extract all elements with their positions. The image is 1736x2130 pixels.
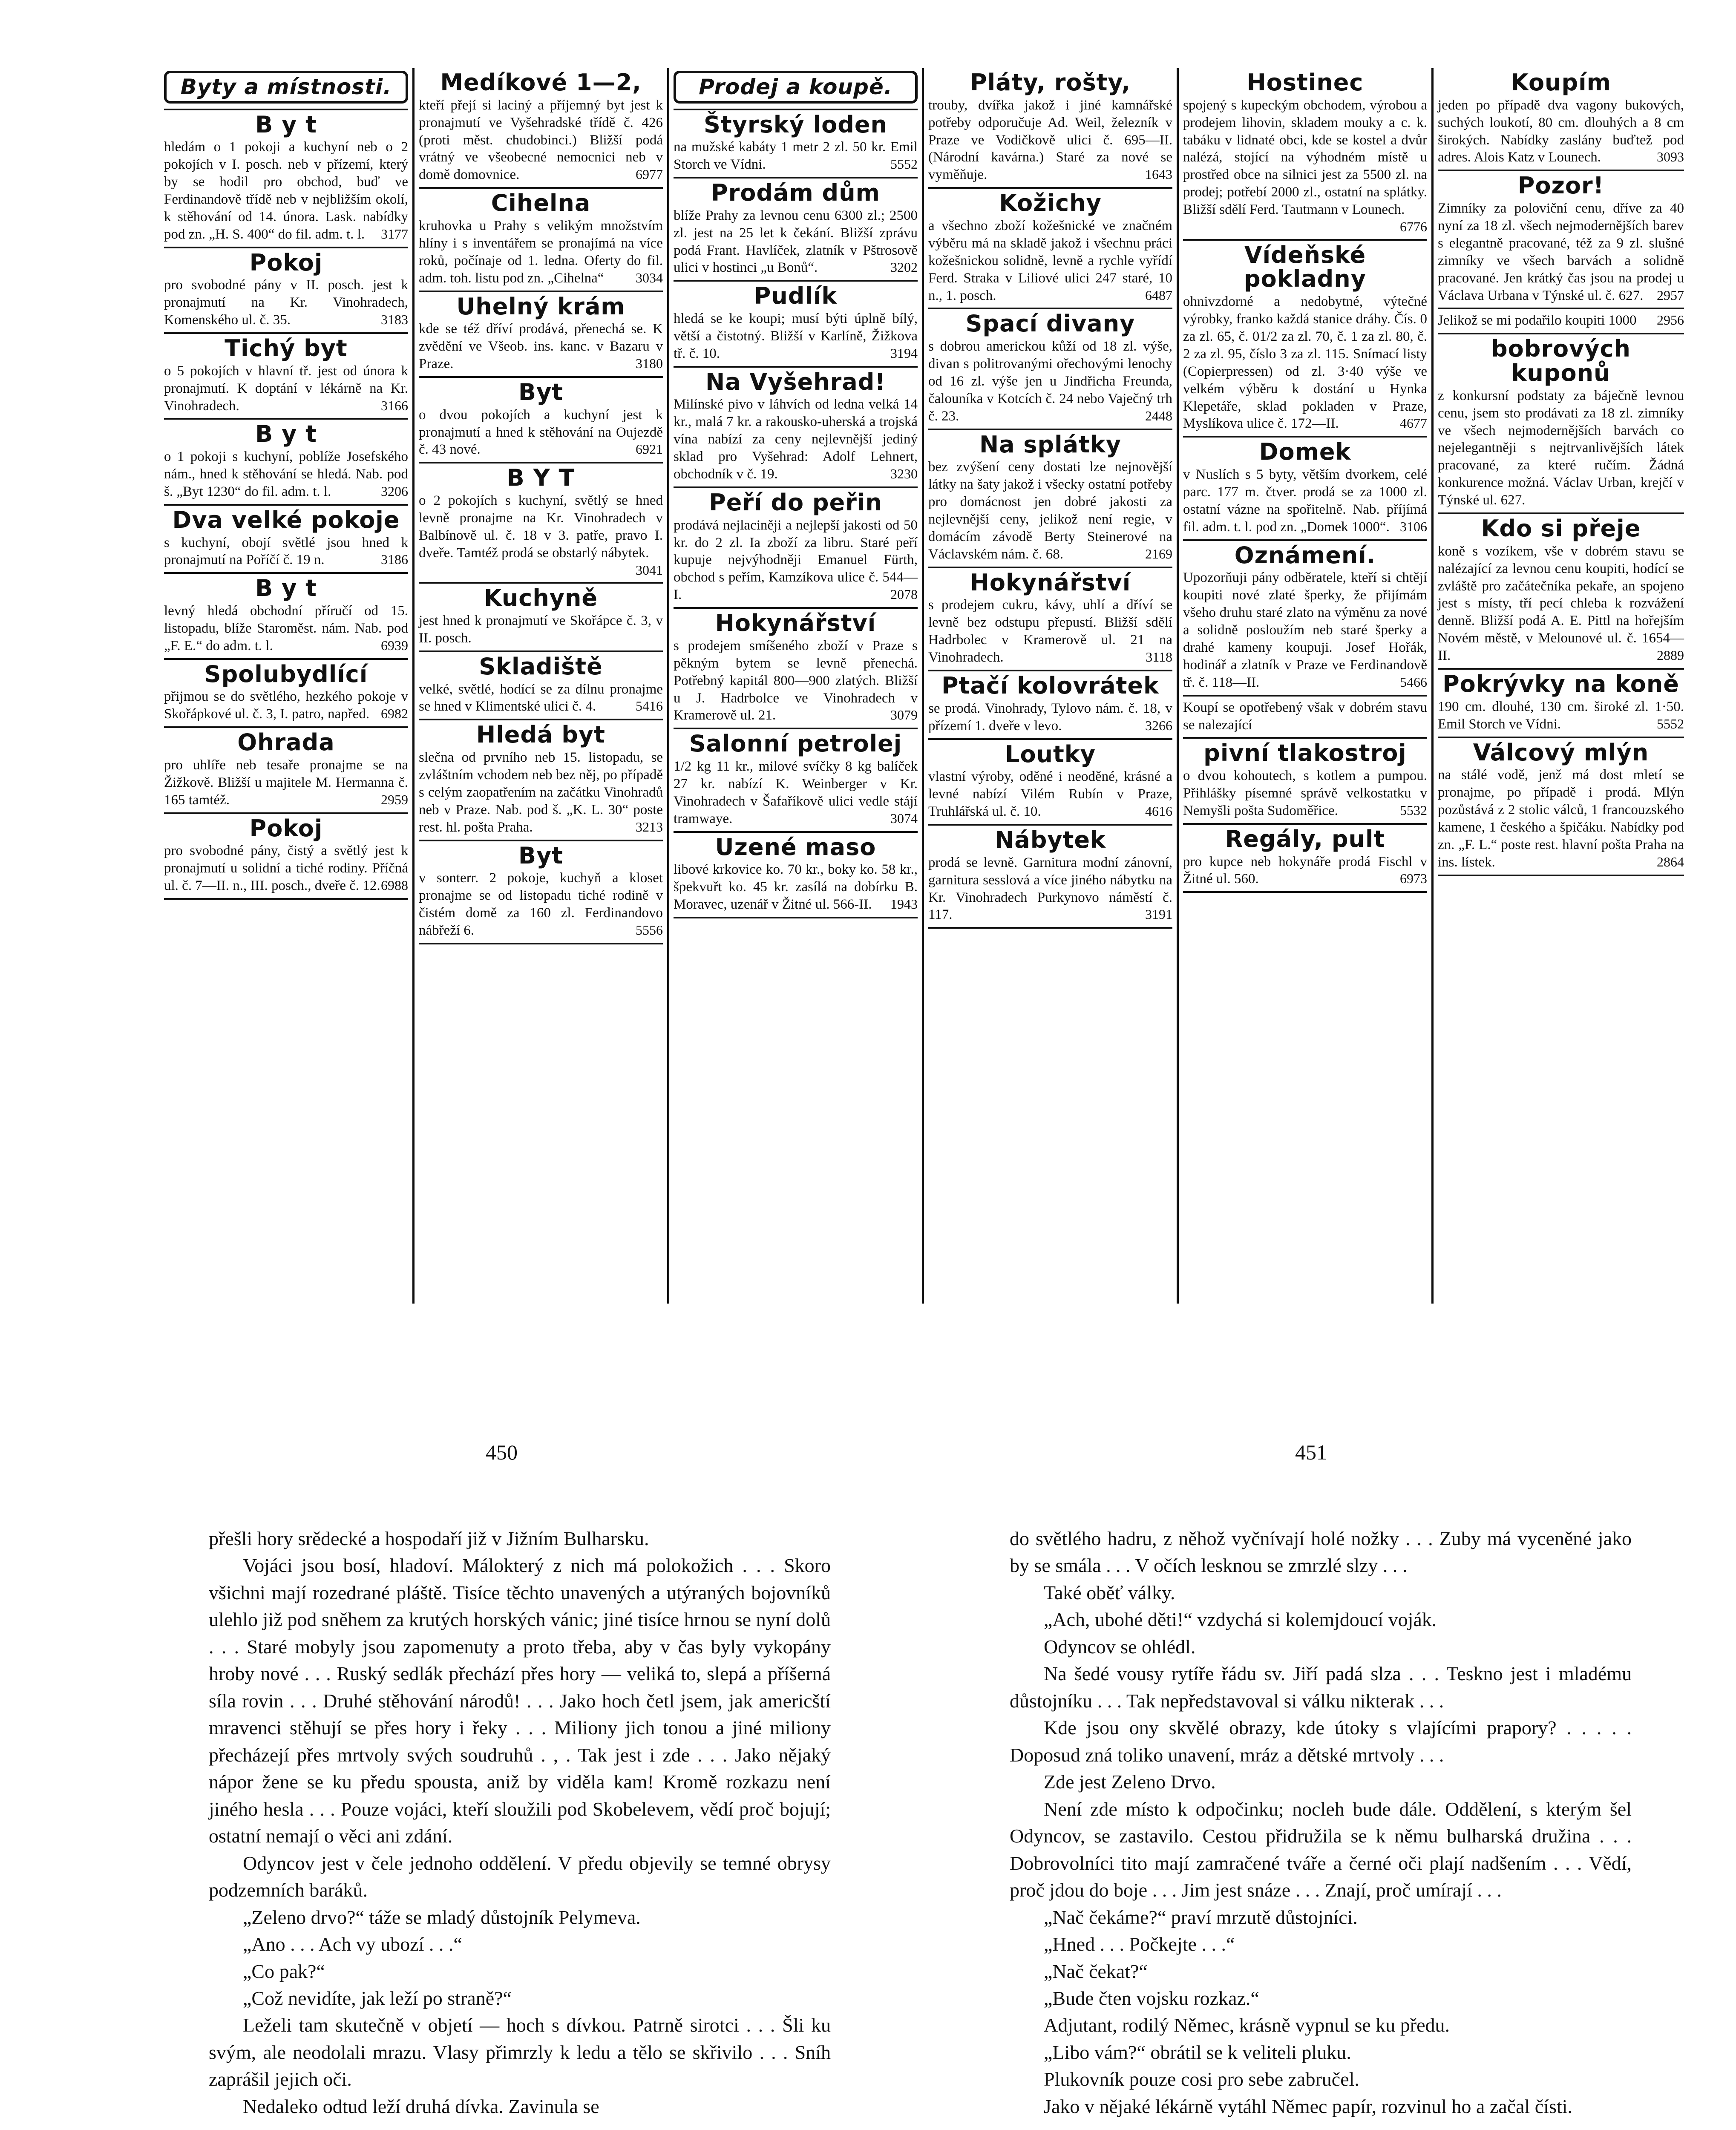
ad-body: v sonterr. 2 pokoje, kuchyň a kloset pronajme se od listopadu tiché rodině v čistém domě za 160 zl. Ferdinandovo nábřeží 6. — [419, 870, 663, 938]
ad-text — [164, 534, 408, 569]
ad-block — [164, 660, 408, 728]
ad-body: Koupí se opotřebený však v dobrém stavu se nalezající — [1183, 699, 1427, 733]
ad-number: 3180 — [636, 356, 663, 371]
ad-number: 2957 — [1657, 287, 1684, 303]
ad-body: se prodá. Vinohrady, Tylovo nám. č. 18, v přízemí 1. dveře v levo. — [928, 700, 1172, 734]
page-number-right: 451 — [1295, 1440, 1327, 1464]
ad-block — [164, 574, 408, 659]
ad-block — [164, 728, 408, 814]
ad-body: pro kupce neb hokynáře prodá Fischl v Žitné ul. 560. — [1183, 854, 1427, 887]
ad-text — [164, 757, 408, 809]
ad-text — [674, 396, 918, 483]
ad-text — [419, 97, 663, 184]
ad-heading: Ohrada — [237, 729, 335, 756]
ad-text — [674, 310, 918, 363]
ad-number: 5552 — [1657, 716, 1684, 731]
ad-block — [1183, 241, 1427, 438]
ad-body: Jelikož se mi podařilo koupiti 1000 — [1438, 313, 1637, 328]
ad-heading: B y t — [255, 420, 317, 448]
ad-number: 3213 — [636, 819, 663, 835]
ad-text — [1438, 766, 1684, 871]
ad-block — [1438, 670, 1684, 738]
ad-block — [1183, 697, 1427, 739]
ad-block — [674, 368, 918, 488]
ad-text — [1438, 543, 1684, 665]
ad-number: 5532 — [1400, 802, 1427, 818]
ad-text — [1438, 312, 1684, 329]
ad-block — [1438, 738, 1684, 876]
ad-text — [164, 138, 408, 243]
ad-text — [419, 492, 663, 579]
ad-body: vlastní výroby, oděné i neoděné, krásné a levné nabízí Vilém Rubín v Praze, Truhlářská ul. č. 10. — [928, 769, 1172, 820]
ad-text — [928, 217, 1172, 305]
ad-block — [928, 309, 1172, 430]
ad-block — [674, 833, 918, 918]
story-paragraph: přešli hory srědecké a hospodaří již v Jižním Bulharsku. — [209, 1528, 649, 1549]
ad-body: velké, světlé, hodící se za dílnu pronajme se hned v Klimentské ulici č. 4. — [419, 681, 663, 714]
story-paragraph: Plukovník pouze cosi pro sebe zabručel. — [1044, 2068, 1359, 2090]
ad-text — [674, 517, 918, 604]
ad-number: 5416 — [636, 698, 663, 714]
ad-text — [419, 749, 663, 836]
ad-number: 3191 — [1145, 907, 1172, 922]
ad-body: z konkursní podstaty za báječně levnou cenu, jsem sto prodávati za 18 zl. zimníky ve všech nejmodernějších barvách co nejelegantněji s nejtrvanlivějších látek pracované, za které ručím. Žádná konkurence možná. Václav Urban, krejčí v Týnské ul. 627. — [1438, 388, 1684, 508]
ad-number: 3166 — [381, 397, 408, 413]
ad-heading: Spolubydlící — [204, 660, 368, 688]
ad-number: 5466 — [1400, 674, 1427, 690]
ad-body: prodá se levně. Garnitura modní zánovní, garnitura sesslová a více jiného nábytku na Kr. Vinohradech Purkynovo náměstí č. 117. — [928, 855, 1172, 923]
ad-number: 3041 — [636, 562, 663, 578]
story-paragraph: „Hned . . . Počkejte . . .“ — [1044, 1933, 1235, 1955]
ad-heading: Hokynářství — [970, 569, 1131, 596]
ad-heading: Ptačí kolovrátek — [941, 672, 1159, 699]
ad-block — [1438, 309, 1684, 334]
ad-heading: Na Vyšehrad! — [705, 368, 886, 395]
ad-heading: Dva velké pokoje — [172, 506, 400, 533]
ad-block — [419, 841, 663, 944]
ad-body: libové krkovice ko. 70 kr., boky ko. 58 kr., špekvuřt ko. 45 kr. zasílá na dobírku B. Moravec, uzenář v Žitné ul. 566-II. — [674, 862, 918, 912]
ad-block — [928, 430, 1172, 568]
story-paragraph: Odyncov jest v čele jednoho oddělení. V předu objevily se temné obrysy podzemních baráků. — [209, 1852, 831, 1901]
ad-block — [164, 68, 408, 110]
ad-body: o dvou kohoutech, s kotlem a pumpou. Přihlášky písemné správě velkostatku v Nemyšli pošta Sudoměřice. — [1183, 768, 1427, 818]
ad-heading: Byt — [518, 842, 564, 869]
ad-text — [928, 700, 1172, 735]
ad-block — [1438, 514, 1684, 670]
ad-number: 3230 — [890, 466, 918, 482]
ad-body: 1/2 kg 11 kr., milové svíčky 8 kg balíček 27 kr. nabízí K. Weinberger v Kr. Vinohradech v Šafaříkově ulici vedle stájí tramwaye. — [674, 759, 918, 826]
ad-text — [1438, 200, 1684, 304]
ad-text — [928, 596, 1172, 666]
classified-ads — [160, 68, 1689, 1304]
ad-number: 5556 — [636, 922, 663, 938]
ad-body: v Nuslích s 5 byty, větším dvorkem, celé parc. 177 m. čtver. prodá se za 1000 zl. ostatní vázne na spořitelně. Nab. příjímá fil. adm. t. l. pod zn. „Domek 1000“. — [1183, 467, 1427, 535]
story-paragraph: Zde jest Zeleno Drvo. — [1044, 1771, 1216, 1793]
ad-block — [419, 189, 663, 292]
ad-block — [674, 110, 918, 179]
ad-number: 3266 — [1145, 717, 1172, 733]
ad-body: koně s vozíkem, vše v dobrém stavu se nalézající za levnou cenu koupiti, hodící se zvláště pro začátečníka pekaře, an spojeno jest s místy, tří pecí chleba k rozvážení denně. Bližší podá A. E. Pittl na hořejším Novém městě, v Melounové ul. č. 1654—II. — [1438, 543, 1684, 664]
ad-heading: Nábytek — [995, 826, 1106, 853]
ad-number: 2959 — [381, 792, 408, 807]
story-paragraph: „Bude čten vojsku rozkaz.“ — [1044, 1987, 1259, 2009]
ad-text — [419, 406, 663, 459]
story-text-right — [1010, 1525, 1632, 2120]
ad-text — [674, 207, 918, 277]
ad-block — [928, 826, 1172, 929]
ad-heading: Kdo si přeje — [1481, 515, 1641, 542]
ad-text — [164, 602, 408, 655]
ad-heading: Cihelna — [491, 190, 591, 217]
ad-text — [1438, 387, 1684, 509]
ad-body: spojený s kupeckým obchodem, výrobou a prodejem lihovin, skladem mouky a c. k. tabáku v lidnaté obci, kde se kostel a dvůr nalézá, stojící na výhodném místě u prostřed obce na silnici jest za 5500 zl. na prodej; potřebí 2000 zl., ostatní na splátky. Bližší sdělí Ferd. Tautmann v Lounech. — [1183, 97, 1427, 218]
ad-heading: Oznámení. — [1234, 541, 1376, 569]
story-paragraph: „Co pak?“ — [243, 1960, 325, 1982]
ad-column — [415, 68, 669, 1304]
ad-heading: Prodám dům — [711, 179, 880, 206]
ad-heading: Uzené maso — [715, 833, 876, 861]
ad-text — [164, 688, 408, 723]
ad-block — [419, 463, 663, 584]
story-paragraph: Leželi tam skutečně v objetí — hoch s dívkou. Patrně sirotci . . . Šli ku svým, ale neodolali mrazu. Vlasy přimrzly k ledu a tělo se skřivilo . . . Sníh zaprášil jejich oči. — [209, 2014, 831, 2090]
ad-number: 3186 — [381, 552, 408, 567]
ad-heading: Medíkové 1—2, — [440, 69, 642, 96]
ad-block — [419, 292, 663, 378]
ad-block — [164, 506, 408, 574]
ad-heading: Kuchyně — [484, 584, 598, 612]
ad-body: hledá se ke koupi; musí býti úplně bílý, větší a čistotný. Bližší v Karlíně, Žižkova tř. č. 10. — [674, 311, 918, 361]
ad-text — [419, 320, 663, 373]
ad-body: blíže Prahy za levnou cenu 6300 zl.; 2500 zl. jest na 25 let k čekání. Bližší zprávu podá Frant. Havlíček, zlatník v Pštrosově ulici v hostinci „u Bonů“. — [674, 207, 918, 276]
ad-text — [419, 869, 663, 939]
ad-block — [1438, 68, 1684, 171]
section-heading: Prodej a koupě. — [674, 71, 918, 104]
ad-block — [1183, 739, 1427, 824]
ad-number: 4616 — [1145, 803, 1172, 819]
ad-heading: B y t — [255, 575, 317, 602]
ad-text — [1183, 97, 1427, 236]
ad-text — [1183, 466, 1427, 536]
ad-body: Milínské pivo v láhvích od ledna velká 14 kr., malá 7 kr. a rakousko-uherská a trojská vína nabízí za ceny nejlevnější jediný sklad pro Vyšehrad: Adolf Lehnert, obchodník v č. 19. — [674, 397, 918, 482]
ad-number: 5552 — [890, 156, 918, 172]
ad-body: o 2 pokojích s kuchyní, světlý se hned levně pronajme na Kr. Vinohradech v Balbínově ul. č. 18 v 3. patře, pravo I. dveře. Tamtéž prodá se obstarlý nábytek. — [419, 493, 663, 561]
ad-text — [928, 854, 1172, 924]
ad-body: levný hledá obchodní příručí od 15. listopadu, blíže Staroměst. nám. Nab. pod „F. E.“ do adm. t. l. — [164, 603, 408, 653]
ad-body: kruhovka u Prahy s velikým množstvím hlíny i s inventářem se pronajímá na více roků, počínaje od 1. ledna. Oferty do fil. adm. toh. listu pod zn. „Cihelna“ — [419, 218, 663, 286]
ad-body: s kuchyní, obojí světlé jsou hned k pronajmutí na Poříčí č. 19 n. — [164, 535, 408, 568]
ad-text — [164, 363, 408, 415]
ad-text — [419, 681, 663, 716]
ad-body: trouby, dvířka jakož i jiné kamnářské potřeby odporučuje Ad. Weil, železník v Praze ve Vodičkově ulici č. 695—II. (Národní kavárna.) Staré za nové se vyměňuje. — [928, 97, 1172, 183]
ad-block — [1438, 171, 1684, 309]
ad-heading: Tichý byt — [225, 335, 348, 362]
ad-block — [164, 110, 408, 248]
ad-body: pro uhlíře neb tesaře pronajme se na Žižkově. Bližší u majitele M. Hermanna č. 165 tamtéž. — [164, 757, 408, 808]
story-paragraph: Jako v nějaké lékárně vytáhl Němec papír, rozvinul ho a začal čísti. — [1044, 2095, 1572, 2117]
ad-number: 3034 — [636, 270, 663, 285]
ad-block — [928, 68, 1172, 189]
ad-number: 3106 — [1400, 518, 1427, 534]
ad-block — [674, 68, 918, 110]
ad-text — [1438, 97, 1684, 167]
ad-body: slečna od prvního neb 15. listopadu, se zvláštním vchodem neb bez něj, po případě s celým zaopatřením na začátku Vinohradů neb v Praze. Nab. pod š. „K. L. 30“ poste rest. hl. pošta Praha. — [419, 750, 663, 835]
ad-heading: Byt — [518, 378, 564, 406]
ad-heading: Štyrský loden — [704, 111, 887, 138]
story-paragraph: Kde jsou ony skvělé obrazy, kde útoky s vlajícími prapory? . . . . . Doposud zná toliko unavení, mráz a dětské mrtvoly . . . — [1010, 1717, 1632, 1766]
ad-body: kde se též dříví prodává, přenechá se. K zvědění ve Všeob. ins. kanc. v Bazaru v Praze. — [419, 321, 663, 372]
ad-text — [419, 612, 663, 647]
ad-heading: Pokrývky na koně — [1442, 671, 1679, 698]
ad-heading: Válcový mlýn — [1473, 739, 1649, 766]
ad-number: 2448 — [1145, 408, 1172, 423]
ad-number: 3079 — [890, 707, 918, 723]
ad-body: a všechno zboží kožešnické ve značném výběru má na skladě jakož i všechnu práci kožešnickou solidně, levně a rychle vyřídí Ferd. Straka v Liliové ulici 247 staré, 10 n., 1. posch. — [928, 218, 1172, 303]
ad-body: bez zvýšení ceny dostati lze nejnovější látky na šaty jakož i všecky ostatní potřeby pro domácnost jen dobré jakosti za nejlevnější ceny, jelikož není regie, v domácím závodě Berty Steinerové na Václavském nám. č. 68. — [928, 459, 1172, 562]
ad-column — [160, 68, 415, 1304]
ad-body: na mužské kabáty 1 metr 2 zl. 50 kr. Emil Storch ve Vídni. — [674, 139, 918, 173]
ad-block — [419, 720, 663, 841]
ad-heading: bobrových kuponů — [1491, 335, 1631, 387]
ad-text — [928, 97, 1172, 184]
page-number-left: 450 — [486, 1440, 518, 1464]
ad-heading: Pokoj — [249, 815, 323, 842]
ad-number: 3202 — [890, 259, 918, 275]
ad-heading: Loutky — [1005, 740, 1096, 768]
ad-text — [928, 458, 1172, 563]
ad-number: 6973 — [1400, 871, 1427, 887]
ad-heading: Domek — [1259, 438, 1351, 466]
ad-heading: Peří do peřin — [709, 489, 882, 516]
ad-block — [928, 568, 1172, 671]
ad-text — [674, 138, 918, 173]
ad-heading: Hostinec — [1247, 69, 1364, 96]
ad-body: pro svobodné pány v II. posch. jest k pronajmutí na Kr. Vinohradech, Komenského ul. č. 35. — [164, 277, 408, 328]
ad-text — [674, 637, 918, 725]
ad-block — [419, 378, 663, 463]
ad-text — [164, 276, 408, 329]
ad-block — [674, 282, 918, 367]
ad-number: 2956 — [1657, 312, 1684, 328]
story-paragraph: Také oběť války. — [1044, 1581, 1175, 1603]
ad-block — [928, 671, 1172, 740]
ad-body: s prodejem cukru, kávy, uhlí a dříví se levně bez odstupu přepustí. Bližší sdělí Hadrbolec v Kramerově ul. 21 na Vinohradech. — [928, 597, 1172, 665]
ad-body: s dobrou americkou kůží od 18 zl. výše, divan s politrovanými ořechovými lenochy od 16 zl. výše jen u Jindřicha Freunda, čalouníka v Kotcích č. 24 nebo Vaječný trh č. 23. — [928, 339, 1172, 424]
ad-text — [1183, 569, 1427, 691]
ad-body: prodává nejlaciněji a nejlepší jakosti od 50 kr. do 2 zl. Ia zboží za libru. Staré peří kupuje nejvýhodněji Emanuel Fürth, obchod s peřím, Kamzíkova ulice č. 544—I. — [674, 517, 918, 603]
ad-heading: Kožichy — [999, 190, 1102, 217]
ad-heading: Pudlík — [754, 282, 838, 310]
story-paragraph: „Zeleno drvo?“ táže se mladý důstojník Pelymeva. — [243, 1906, 641, 1928]
story-paragraph: „Ach, ubohé děti!“ vzdychá si kolemjdoucí voják. — [1044, 1609, 1437, 1631]
ad-text — [1183, 853, 1427, 888]
ad-number: 2169 — [1145, 546, 1172, 561]
ad-block — [674, 729, 918, 832]
ad-number: 6921 — [636, 441, 663, 457]
ad-number: 3206 — [381, 483, 408, 499]
ad-number: 3183 — [381, 312, 408, 328]
ad-number: 4677 — [1400, 415, 1427, 431]
ad-text — [928, 768, 1172, 820]
ad-body: jest hned k pronajmutí ve Skořápce č. 3, v II. posch. — [419, 613, 663, 646]
ad-text — [1183, 699, 1427, 734]
ad-text — [419, 217, 663, 287]
ad-number: 2864 — [1657, 854, 1684, 869]
ad-block — [1183, 541, 1427, 697]
story-paragraph: Vojáci jsou bosí, hladoví. Málokterý z nich má polokožich . . . Skoro všichni mají rozedrané pláště. Tisíce těchto unavených a utýraných bojovníků ulehlo již pod sněhem za krutých horských vánic; jiné tisíce hrnou se nyní dolů . . . Staré mobyly jsou zapomenuty a proto třeba, aby v čas byly vykopány hroby nové . . . Ruský sedlák přechází přes hory — veliká to, slepá a příšerná síla rovin . . . Druhé stěhování národů! . . . Jako hoch četl jsem, jak americští mravenci stěhují se přes hory i řeky . . . Miliony jich tonou a jiné miliony přecházejí přes mrtvoly svých soudruhů . , . Tak jest i zde . . . Jako nějaký nápor žene se ku předu spousta, aniž by viděla kam! Kromě rozkazu není jiného hesla . . . Pouze vojáci, kteří sloužili pod Skobelevem, vědí proč bojují; ostatní nemají o věci ani zdání. — [209, 1554, 831, 1847]
ad-block — [674, 488, 918, 609]
ad-number: 6939 — [381, 637, 408, 653]
story-paragraph: „Nač čekáme?“ praví mrzutě důstojníci. — [1044, 1906, 1358, 1928]
ad-text — [674, 861, 918, 913]
ad-heading: Salonní petrolej — [689, 730, 902, 757]
ad-block — [1183, 438, 1427, 541]
ad-body: na stálé vodě, jenž má dost mletí se pronajme, po případě i prodá. Mlýn pozůstává z 2 stolic válců, 1 francouzského kamene, 1 českého a špičáku. Nabídky pod zn. „F. L.“ poste rest. hlavní pošta Praha na ins. lístek. — [1438, 767, 1684, 870]
ad-text — [1438, 698, 1684, 733]
ad-heading: Spací divany — [965, 310, 1135, 337]
ad-block — [419, 584, 663, 652]
ad-number: 1943 — [890, 896, 918, 912]
ad-number: 6977 — [636, 167, 663, 182]
ad-block — [674, 609, 918, 729]
ad-number: 3194 — [890, 345, 918, 361]
story-paragraph: „Libo vám?“ obrátil se k veliteli pluku. — [1044, 2041, 1351, 2063]
ad-number: 6776 — [1400, 219, 1427, 235]
ad-block — [164, 420, 408, 505]
story-paragraph: Na šedé vousy rytíře řádu sv. Jiří padá slza . . . Teskno jest i mladému důstojníku . . . Tak nepředstavoval si válku nikterak . . . — [1010, 1663, 1632, 1712]
ad-block — [1183, 68, 1427, 241]
story-paragraph: Není zde místo k odpočinku; nocleh bude dále. Oddělení, s kterým šel Odyncov, se zastavilo. Cestou přidružila se k němu bulharská družina . . . Dobrovolníci tito mají zamračené tváře a černé oči plají nadšením . . . Vědí, proč jdou do boje . . . Jim jest snáze . . . Znají, proč umírají . . . — [1010, 1798, 1632, 1901]
story-paragraph: „Ano . . . Ach vy ubozí . . .“ — [243, 1933, 462, 1955]
ad-block — [928, 189, 1172, 309]
ad-body: pro svobodné pány, čistý a světlý jest k pronajmutí u solidní a tiché rodiny. Příčná ul. č. 7—II. n., III. posch., dveře č. 12. — [164, 843, 408, 894]
ad-heading: Uhelný krám — [456, 293, 625, 320]
ad-number: 2078 — [890, 587, 918, 602]
ad-heading: Regály, pult — [1225, 825, 1385, 852]
ad-heading: Pokoj — [249, 249, 323, 276]
ad-text — [928, 338, 1172, 425]
ad-column — [669, 68, 924, 1304]
ad-number: 2889 — [1657, 648, 1684, 663]
story-paragraph: „Což nevidíte, jak leží po straně?“ — [243, 1987, 512, 2009]
ad-heading: B Y T — [507, 464, 575, 492]
ad-body: přijmou se do světlého, hezkého pokoje v Skořápkové ul. č. 3, I. patro, napřed. — [164, 689, 408, 722]
ad-column — [1179, 68, 1434, 1304]
ad-heading: Vídeňské pokladny — [1244, 241, 1366, 293]
ad-body: 190 cm. dlouhé, 130 cm. široké zl. 1·50. Emil Storch ve Vídni. — [1438, 699, 1684, 732]
story-paragraph: do světlého hadru, z něhož vyčnívají holé nožky . . . Zuby má vyceněné jako by se smála . . . V očích lesknou se zmrzlé slzy . . . — [1010, 1528, 1632, 1577]
ad-heading: Pláty, rošty, — [970, 69, 1131, 96]
ad-heading: Na splátky — [979, 431, 1122, 458]
ad-text — [1183, 767, 1427, 820]
ad-text — [164, 842, 408, 895]
ad-number: 1643 — [1145, 167, 1172, 182]
ad-body: o 1 pokoji s kuchyní, poblíže Josefského nám., hned k stěhování se hledá. Nab. pod š. „Byt 1230“ do fil. adm. t. l. — [164, 449, 408, 499]
ad-text — [1183, 293, 1427, 432]
ad-number: 6487 — [1145, 287, 1172, 303]
ad-number: 3177 — [381, 226, 408, 242]
story-paragraph: Adjutant, rodilý Němec, krásně vypnul se ku předu. — [1044, 2014, 1450, 2036]
story-paragraph: Odyncov se ohlédl. — [1044, 1635, 1196, 1658]
ad-block — [419, 68, 663, 189]
ad-body: o dvou pokojích a kuchyní jest k pronajmutí a hned k stěhování na Oujezdě č. 43 nové. — [419, 407, 663, 458]
ad-text — [164, 448, 408, 501]
ad-body: o 5 pokojích v hlavní tř. jest od února k pronajmutí. K doptání v lékárně na Kr. Vinohradech. — [164, 363, 408, 414]
section-heading: Byty a místnosti. — [164, 71, 408, 104]
ad-column — [924, 68, 1179, 1304]
ad-body: Zimníky za poloviční cenu, dříve za 40 nyní za 18 zl. všech nejmodernějších barev s elegantně pracované, též za 9 zl. slušné zimníky ve všech barvách a solidně pracované. Jen krátký čas jsou na prodej u Václava Urbana v Týnské ul. č. 627. — [1438, 201, 1684, 303]
ad-heading: Skladiště — [479, 653, 603, 680]
ad-heading: Koupím — [1511, 69, 1611, 96]
ad-heading: Hokynářství — [715, 610, 876, 637]
ad-body: jeden po případě dva vagony bukových, suchých loukotí, 80 cm. dlouhých a 8 cm širokých. Nabídky zaslány buďtež pod adres. Alois Katz v Lounech. — [1438, 97, 1684, 165]
ad-number: 3118 — [1146, 649, 1172, 665]
ad-number: 6988 — [381, 878, 408, 893]
ad-number: 3074 — [890, 810, 918, 826]
story-text-left — [209, 1525, 831, 2120]
ad-block — [928, 740, 1172, 826]
story-paragraph: Nedaleko odtud leží druhá dívka. Zavinula se — [243, 2095, 599, 2117]
ad-heading: Hledá byt — [476, 721, 605, 748]
ad-heading: pivní tlakostroj — [1203, 740, 1407, 767]
ad-heading: B y t — [255, 111, 317, 138]
ad-block — [164, 814, 408, 900]
ad-body: s prodejem smíšeného zboží v Praze s pěkným bytem se levně přenechá. Potřebný kapitál 800—900 zlatých. Bližší u J. Hadrbolce ve Vinohradech v Kramerově ul. 21. — [674, 638, 918, 723]
ad-heading: Pozor! — [1517, 172, 1604, 199]
ad-body: kteří přejí si laciný a příjemný byt jest k pronajmutí ve Vyšehradské třídě č. 426 (proti měst. chudobinci.) Bližší podá vrátný ve všeobecné nemocnici neb v domě domovnice. — [419, 97, 663, 183]
ad-block — [164, 248, 408, 334]
ad-block — [419, 652, 663, 721]
ad-number: 3093 — [1657, 149, 1684, 165]
ad-body: Upozorňuji pány odběratele, kteří si chtějí koupiti nové zlaté šperky, že přijímám všeho druhu staré zlato na výměnu za nové a solidně posloužím neb staré šperky a drahé kameny koupuji. Josef Hořák, hodinář a zlatník v Praze ve Ferdinandově tř. č. 118—II. — [1183, 570, 1427, 690]
ad-column — [1434, 68, 1688, 1304]
ad-number: 6982 — [381, 706, 408, 722]
story-paragraph: „Nač čekat?“ — [1044, 1960, 1148, 1982]
ad-block — [1183, 825, 1427, 893]
ad-text — [674, 758, 918, 828]
ad-block — [164, 334, 408, 420]
ad-body: ohnivzdorné a nedobytné, výtečné výrobky, franko každá stanice dráhy. Čís. 0 za zl. 65, č. 01/2 za zl. 70, č. 1 za zl. 80, č. 2 za zl. 95, číslo 3 za zl. 115. Snímací listy (Copierpressen) od zl. 3·40 výše ve velkém výběru k dostání u Hynka Klepetáře, sklad pokladen v Praze, Myslíkova ulice č. 172—II. — [1183, 294, 1427, 432]
ad-body: hledám o 1 pokoji a kuchyní neb o 2 pokojích v I. posch. neb v přízemí, který by se hodil pro obchod, buď ve Ferdinandově třídě neb v nejbližším okolí, k stěhování od 14. února. Lask. nabídky pod zn. „H. S. 400“ do fil. adm. t. l. — [164, 139, 408, 242]
ad-block — [1438, 334, 1684, 514]
ad-block — [674, 178, 918, 282]
